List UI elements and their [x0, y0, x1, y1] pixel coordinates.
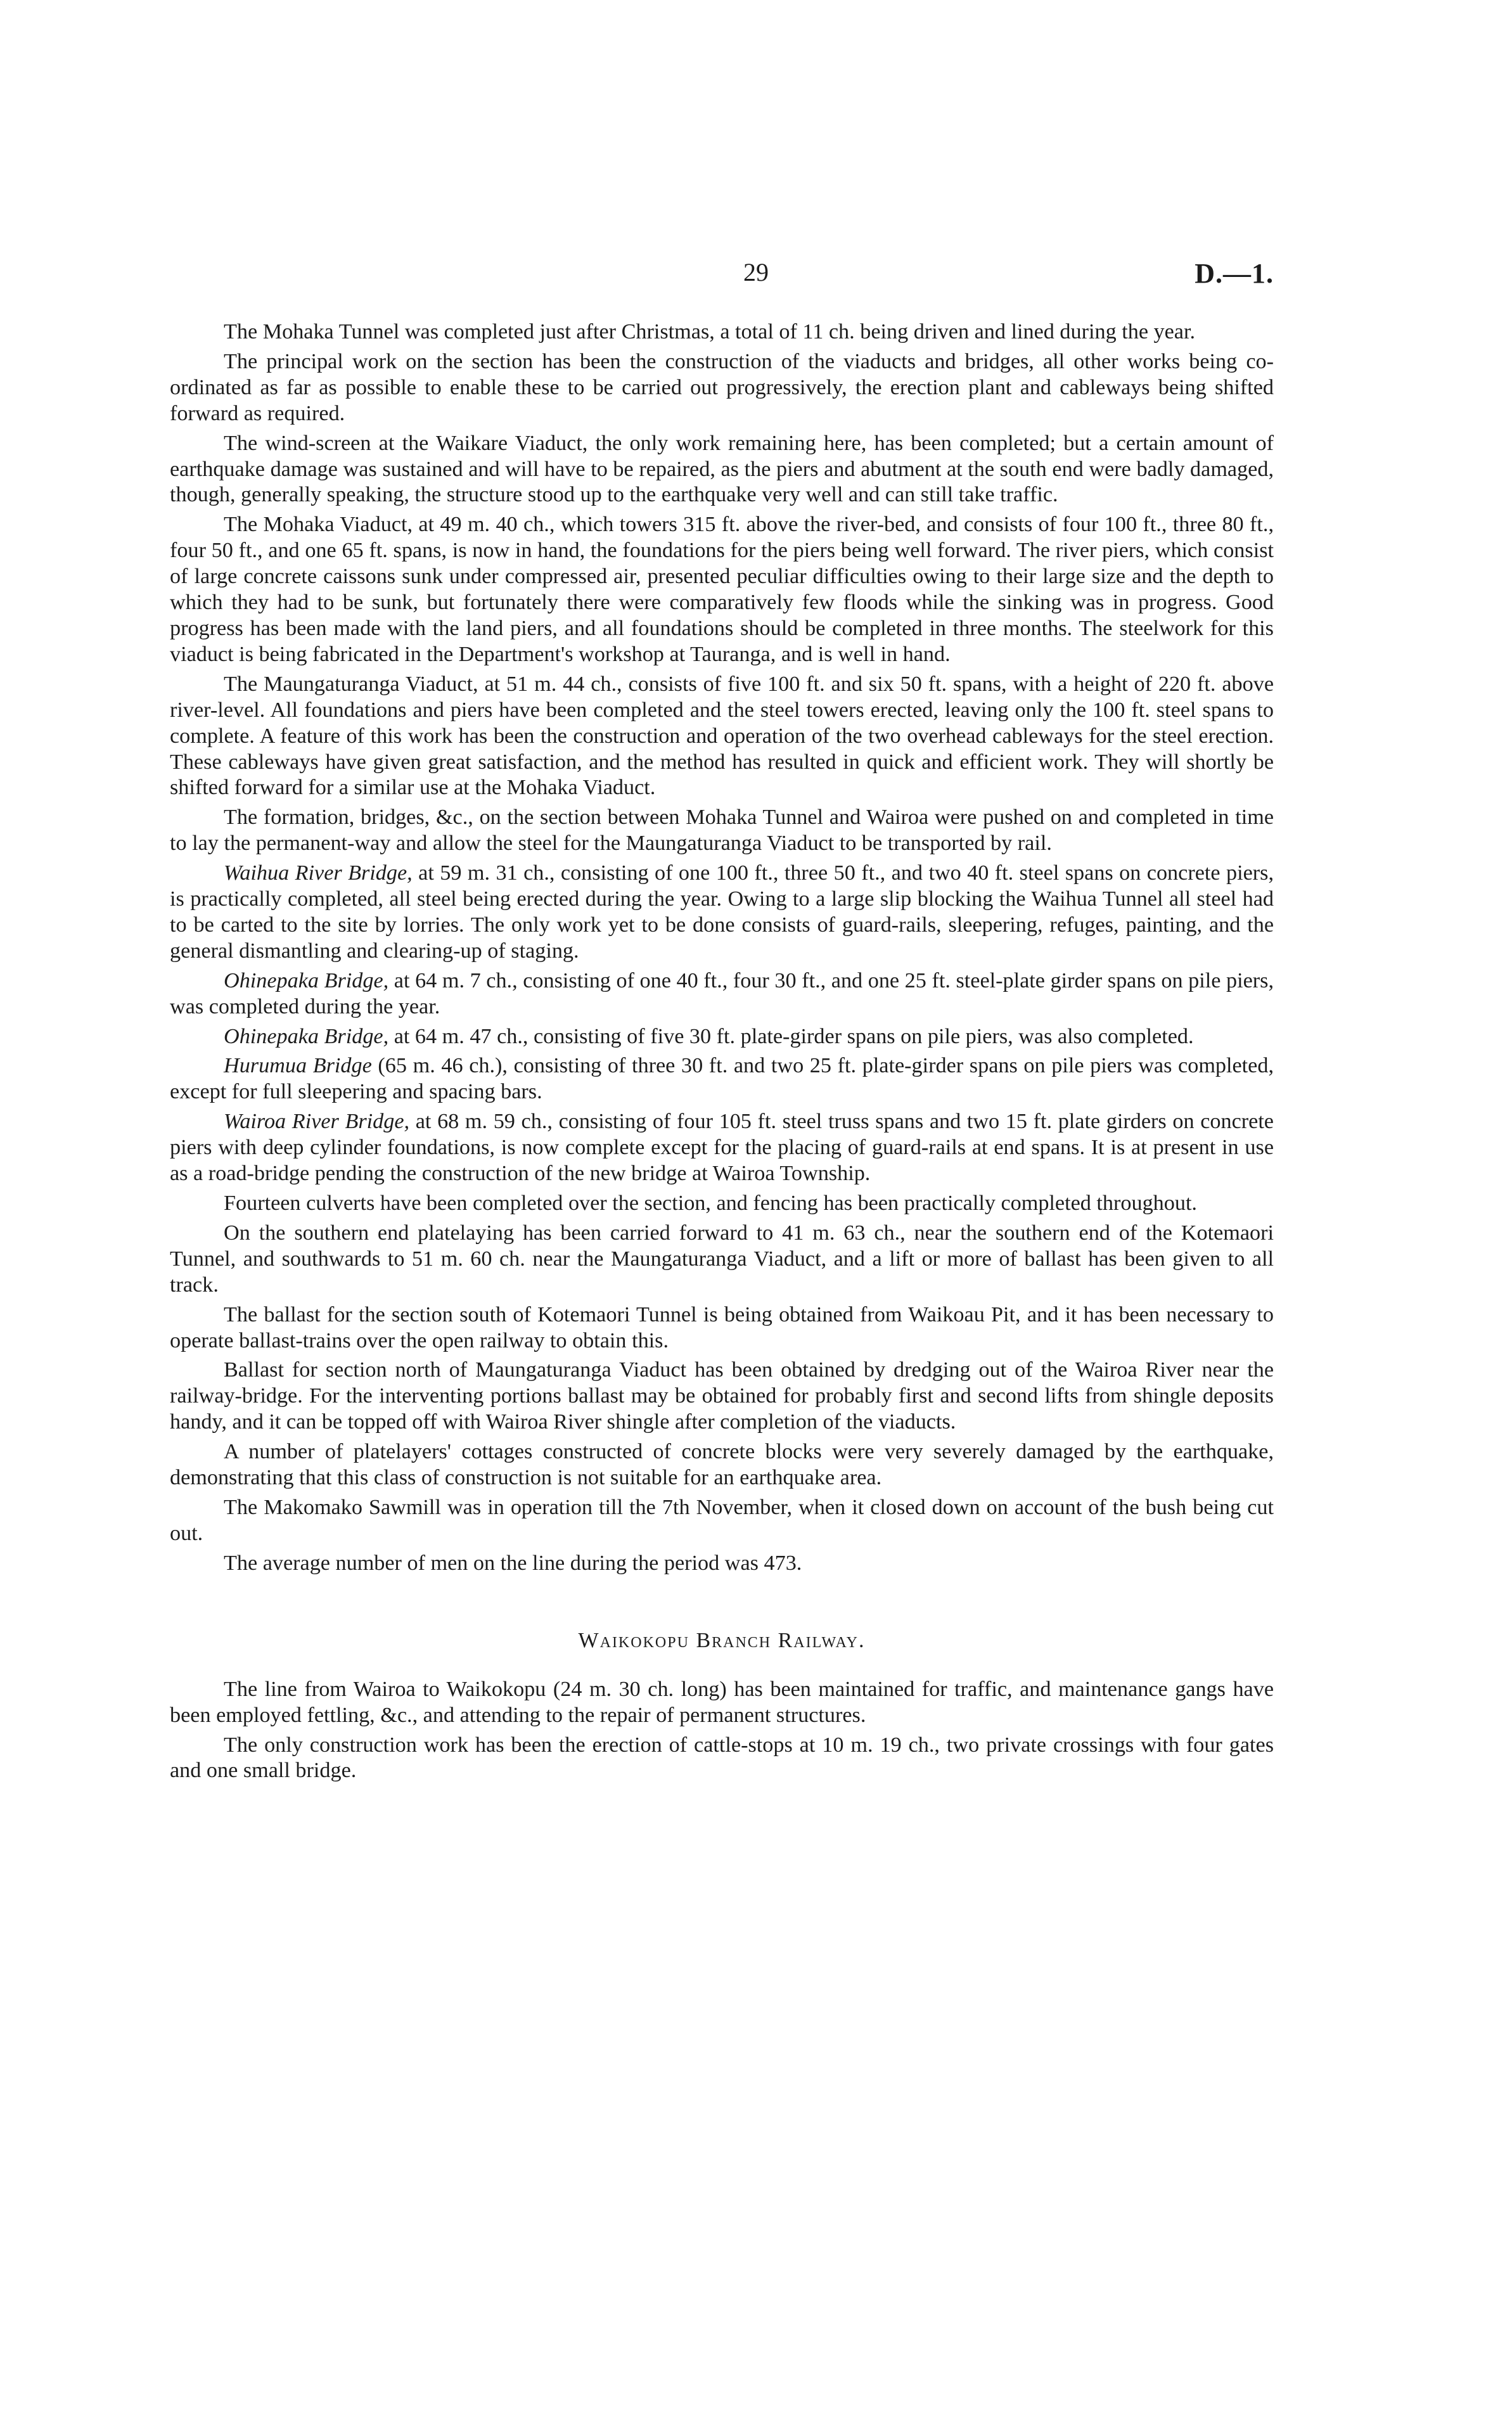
paragraph-principal-work: The principal work on the section has been the construction of the viaducts and bridges, all other works being co-ordinated as far as possible to enable these to be carried out progressively, the erection plant and cableways being shifted forward as required. [170, 349, 1274, 425]
paragraph-waihua-river-bridge: Waihua River Bridge, at 59 m. 31 ch., consisting of one 100 ft., three 50 ft., and two 40 ft. steel spans on concrete piers, is practically completed, all steel being erected during the year. Owing to a large slip blocking the Waihua Tunnel all steel had to be carted to the site by lorries. The only work yet to be done consists of guard-rails, sleepering, refuges, painting, and the general dismantling and clearing-up of staging. [170, 861, 1274, 963]
paragraph-hurumua-bridge: Hurumua Bridge (65 m. 46 ch.), consisting of three 30 ft. and two 25 ft. plate-girder spans on pile piers was completed, except for full sleepering and spacing bars. [170, 1054, 1274, 1104]
paragraph-average-men: The average number of men on the line during the period was 473. [224, 1551, 802, 1575]
bridge-name: Waihua River Bridge, [224, 861, 413, 885]
paragraph-formation-bridges: The formation, bridges, &c., on the section between Mohaka Tunnel and Wairoa were pushed on and completed in time to lay the permanent-way and allow the steel for the Maungaturanga Viaduct to be transported by rail. [170, 806, 1274, 856]
paragraph-branch-line: The line from Wairoa to Waikokopu (24 m. 30 ch. long) has been maintained for traffic, and maintenance gangs have been employed fettling, &c., and attending to the repair of permanent structures. [170, 1677, 1274, 1727]
paragraph-ohinepaka-bridge-1: Ohinepaka Bridge, at 64 m. 7 ch., consisting of one 40 ft., four 30 ft., and one 25 ft. steel-plate girder spans on pile piers, was completed during the year. [170, 968, 1274, 1018]
paragraph-ballast-north: Ballast for section north of Maungaturanga Viaduct has been obtained by dredging out of the Wairoa River near the railway-bridge. For the interventing portions ballast may be obtained for probably first and second lifts from shingle deposits handy, and it can be topped off with Wairoa River shingle after completion of the viaducts. [170, 1358, 1274, 1434]
paragraph-wairoa-river-bridge: Wairoa River Bridge, at 68 m. 59 ch., consisting of four 105 ft. steel truss spans and two 15 ft. plate girders on concrete piers with deep cylinder foundations, is now complete except for the placing of guard-rails at end spans. It is at present in use as a road-bridge pending the construction of the new bridge at Wairoa Township. [170, 1110, 1274, 1186]
paragraph-ballast-south: The ballast for the section south of Kotemaori Tunnel is being obtained from Waikoau Pit, and it has been necessary to operate ballast-trains over the open railway to obtain this. [170, 1302, 1274, 1352]
document-reference: D.—1. [1195, 258, 1274, 289]
body-text [170, 319, 1274, 1788]
paragraph-makomako-sawmill: The Makomako Sawmill was in operation till the 7th November, when it closed down on account of the bush being cut out. [170, 1495, 1274, 1545]
paragraph-culverts: Fourteen culverts have been completed over the section, and fencing has been practically completed throughout. [224, 1191, 1197, 1215]
paragraph-branch-construction: The only construction work has been the erection of cattle-stops at 10 m. 19 ch., two private crossings with four gates and one small bridge. [170, 1733, 1274, 1783]
paragraph-platelaying: On the southern end platelaying has been carried forward to 41 m. 63 ch., near the southern end of the Kotemaori Tunnel, and southwards to 51 m. 60 ch. near the Maungaturanga Viaduct, and a lift or more of ballast has been given to all track. [170, 1221, 1274, 1297]
paragraph-maungaturanga-viaduct: The Maungaturanga Viaduct, at 51 m. 44 ch., consists of five 100 ft. and six 50 ft. spans, with a height of 220 ft. above river-level. All foundations and piers have been completed and the steel towers erected, leaving only the 100 ft. steel spans to complete. A feature of this work has been the construction and operation of the two overhead cableways for the steel erection. These cableways have given great satisfaction, and the method has resulted in quick and efficient work. They will shortly be shifted forward for a similar use at the Mohaka Viaduct. [170, 672, 1274, 800]
paragraph-ohinepaka-bridge-2: Ohinepaka Bridge, at 64 m. 47 ch., consisting of five 30 ft. plate-girder spans on pile piers, was also completed. [224, 1024, 1194, 1048]
section-heading: Waikokopu Branch Railway. [578, 1628, 866, 1652]
paragraph-waikare-viaduct: The wind-screen at the Waikare Viaduct, the only work remaining here, has been completed; but a certain amount of earthquake damage was sustained and will have to be repaired, as the piers and abutment at the south end were badly damaged, though, generally speaking, the structure stood up to the earthquake very well and can still take traffic. [170, 431, 1274, 507]
paragraph-mohaka-tunnel: The Mohaka Tunnel was completed just after Christmas, a total of 11 ch. being driven and lined during the year. [224, 320, 1196, 343]
paragraph-platelayers-cottages: A number of platelayers' cottages constructed of concrete blocks were very severely damaged by the earthquake, demonstrating that this class of construction is not suitable for an earthquake area. [170, 1440, 1274, 1490]
page-number: 29 [743, 258, 769, 286]
paragraph-mohaka-viaduct: The Mohaka Viaduct, at 49 m. 40 ch., which towers 315 ft. above the river-bed, and consists of four 100 ft., three 80 ft., four 50 ft., and one 65 ft. spans, is now in hand, the foundations for the piers being well forward. The river piers, which consist of large concrete caissons sunk under compressed air, presented peculiar difficulties owing to their large size and the depth to which they had to be sunk, but fortunately there were comparatively few floods while the sinking was in progress. Good progress has been made with the land piers, and all foundations should be completed in three months. The steelwork for this viaduct is being fabricated in the Department's workshop at Tauranga, and is well in hand. [170, 513, 1274, 666]
